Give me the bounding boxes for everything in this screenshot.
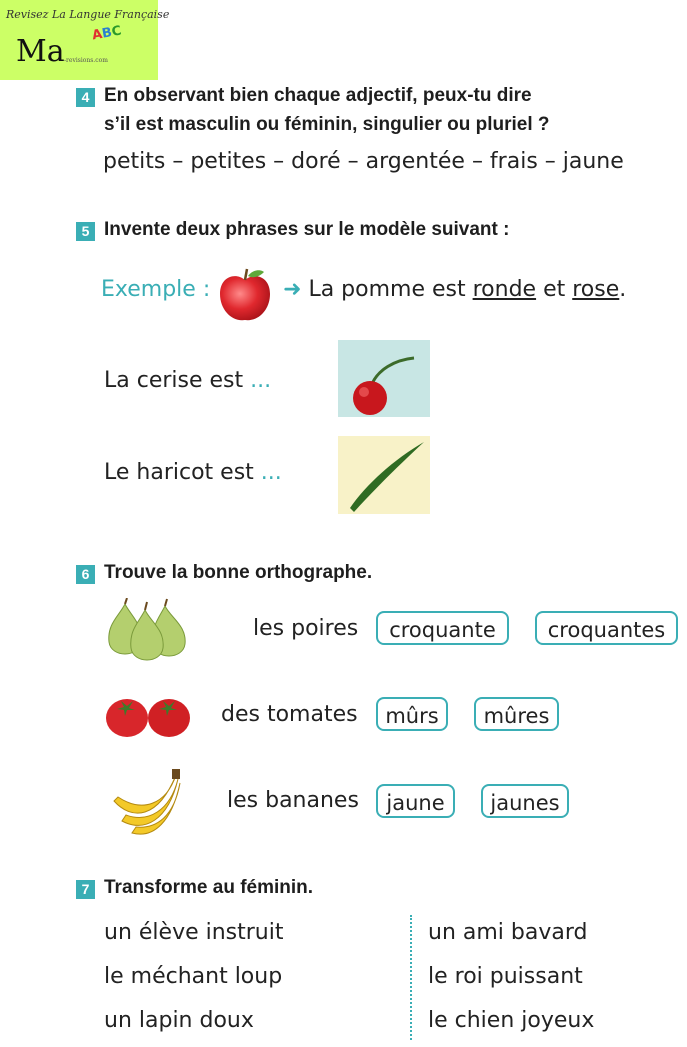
exercise-6-question: Trouve la bonne orthographe.	[104, 562, 373, 583]
logo-site: -revisions.com	[64, 57, 108, 64]
exercise-5-number: 5	[76, 222, 95, 241]
choice-button[interactable]: mûrs	[376, 697, 448, 731]
arrow-right-icon: ➜	[283, 277, 309, 302]
exercise-7-question: Transforme au féminin.	[104, 877, 314, 898]
green-bean-icon	[338, 436, 430, 514]
exercise-4-number: 4	[76, 88, 95, 107]
tomatoes-icon	[105, 696, 191, 738]
exercise-4-words: petits – petites – doré – argentée – frais – jaune	[103, 149, 624, 174]
logo-tagline: Revisez La Langue Française	[6, 8, 170, 21]
exercise-7-number: 7	[76, 880, 95, 899]
left-phrase: le méchant loup	[104, 964, 283, 989]
example-label: Exemple :	[101, 277, 211, 302]
choice-button[interactable]: jaunes	[481, 784, 569, 818]
choice-button[interactable]: croquantes	[535, 611, 678, 645]
column-divider	[410, 915, 412, 1040]
bean-sentence: Le haricot est ...	[104, 460, 282, 485]
right-phrase: le roi puissant	[428, 964, 583, 989]
exercise-6-number: 6	[76, 565, 95, 584]
left-phrase: un lapin doux	[104, 1008, 254, 1033]
apple-icon	[216, 266, 274, 324]
right-phrase: un ami bavard	[428, 920, 588, 945]
exercise-4-question-line1: En observant bien chaque adjectif, peux-tu dire	[104, 85, 532, 106]
choice-button[interactable]: croquante	[376, 611, 509, 645]
exercise-4-question-line2: s’il est masculin ou féminin, singulier ou pluriel ?	[104, 114, 550, 135]
left-phrase: un élève instruit	[104, 920, 284, 945]
row-label: les poires	[253, 616, 359, 641]
right-phrase: le chien joyeux	[428, 1008, 595, 1033]
choice-button[interactable]: mûres	[474, 697, 559, 731]
cherry-icon	[338, 340, 430, 417]
pears-icon	[103, 598, 193, 666]
choice-button[interactable]: jaune	[376, 784, 455, 818]
example-sentence: ➜ La pomme est ronde et rose.	[283, 277, 627, 302]
exercise-5-question: Invente deux phrases sur le modèle suivant :	[104, 219, 510, 240]
cherry-sentence: La cerise est ...	[104, 368, 272, 393]
bananas-icon	[108, 765, 184, 837]
row-label: des tomates	[221, 702, 358, 727]
site-logo	[0, 0, 170, 80]
logo-brand: Ma	[16, 34, 65, 69]
row-label: les bananes	[227, 788, 359, 813]
logo-abc: ABC	[90, 23, 123, 44]
